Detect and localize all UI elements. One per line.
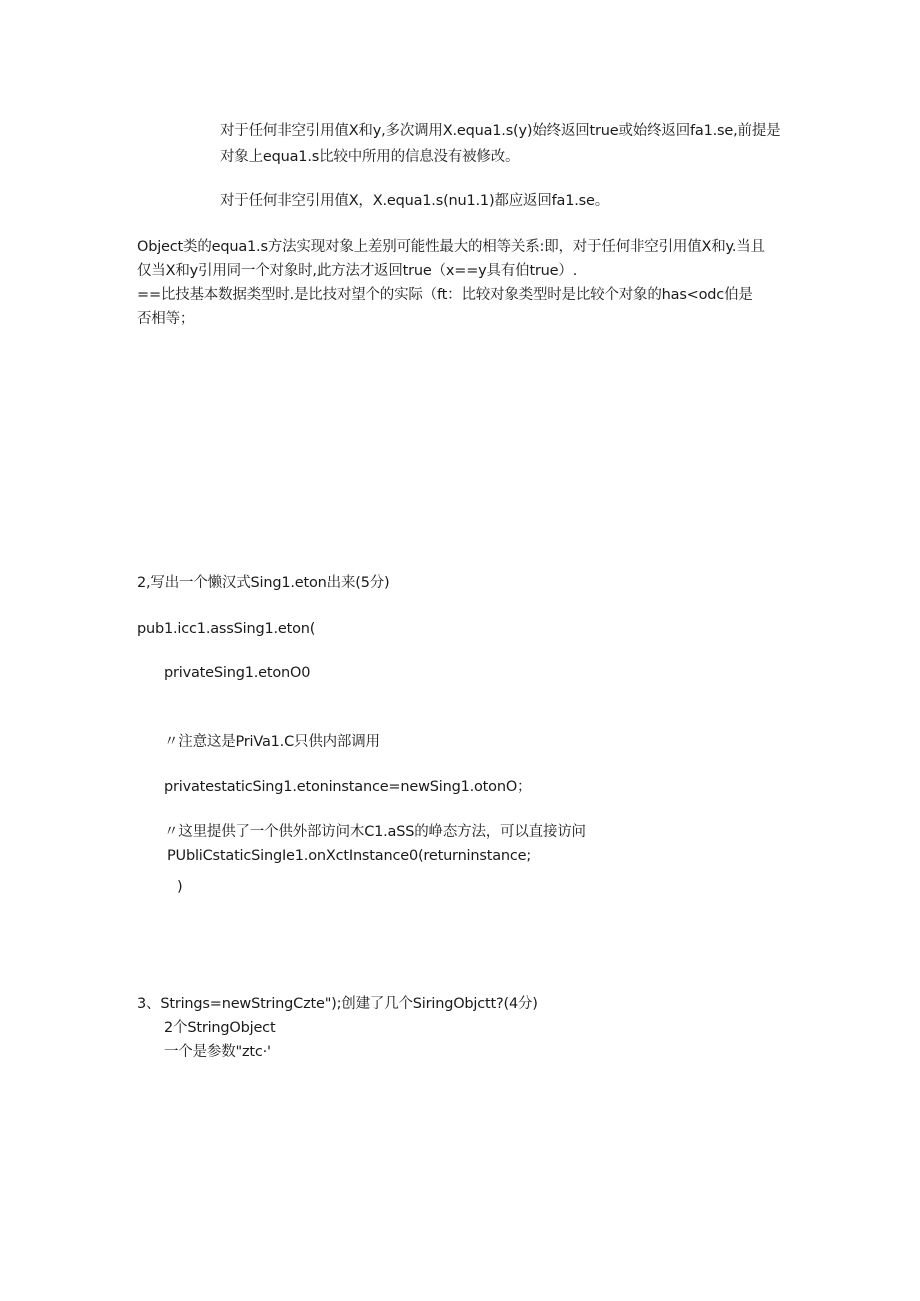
answer-line-1: 2个StringObject [164,1020,276,1036]
bullet-consistency-line-1: 对于任何非空引用值X和y,多次调用X.equa1.s(y)始终返回true或始终返回fa1.se,前提是 [220,123,781,139]
bullet-null-comparison: 对于任何非空引用值X，X.equa1.s(nu1.1)都应返回fa1.se。 [220,193,610,209]
code-class-declaration: pub1.icc1.assSing1.eton( [137,621,316,637]
paragraph-line-1: Object类的equa1.s方法实现对象上差别可能性最大的相等关系:即，对于任何非空引用值X和y.当且 [137,239,765,255]
code-get-instance-method: PUbliCstaticSingIe1.onXctInstance0(returninstance; [167,848,532,864]
paragraph-line-4: 否相等； [137,311,195,327]
code-comment-private: 〃注意这是PriVa1.C只供内部调用 [164,734,380,750]
code-private-constructor: privateSing1.etonO0 [164,665,311,681]
paragraph-line-3: ==比技基本数据类型时.是比技对望个的实际（ft：比较对象类型时是比较个对象的has<odc伯是 [137,287,753,303]
question-2-heading: 2,写出一个懒汉式Sing1.eton出来(5分) [137,575,390,591]
answer-line-2: 一个是参数"ztc·' [164,1044,271,1060]
code-comment-static-method: 〃这里提供了一个供外部访问木C1.aSS的峥态方法，可以直接访问 [164,824,586,840]
code-closing-brace: ) [177,879,183,895]
question-3-heading: 3、Strings=newStringCzte");创建了几个SiringObjctt?(4分) [137,996,538,1012]
code-instance-field: privatestaticSing1.etoninstance=newSing1.otonO； [164,779,532,795]
bullet-consistency-line-2: 对象上equa1.s比较中所用的信息没有被修改。 [220,149,520,165]
paragraph-line-2: 仅当X和y引用同一个对象时,此方法才返回true（x==y具有伯true）. [137,263,578,279]
